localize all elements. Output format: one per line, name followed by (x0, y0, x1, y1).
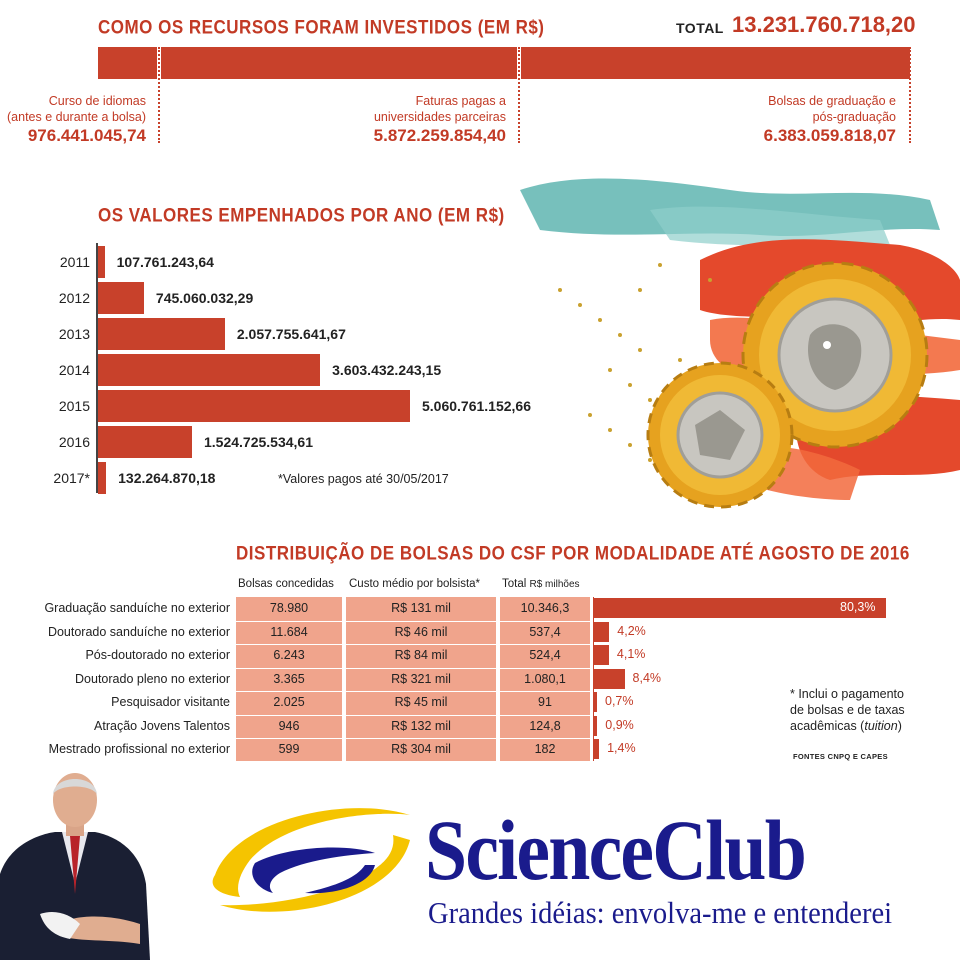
year-bar (98, 354, 320, 386)
cell-bolsas: 6.243 (273, 648, 305, 662)
row-divider (236, 738, 590, 739)
cell-total: 182 (534, 742, 556, 756)
percent-bar (594, 692, 597, 712)
investment-label-1: Faturas pagas a universidades parceiras (373, 94, 506, 124)
year-bar (98, 318, 225, 350)
row-label: Doutorado sanduíche no exterior (47, 624, 230, 639)
row-divider (236, 644, 590, 645)
year-bar (98, 282, 144, 314)
cell-custo: R$ 46 mil (394, 624, 448, 639)
row-label: Pesquisador visitante (111, 695, 230, 709)
cell-custo: R$ 132 mil (391, 718, 451, 733)
yearly-note: *Valores pagos até 30/05/2017 (278, 472, 449, 486)
year-label: 2012 (58, 290, 90, 306)
percent-label: 80,3% (840, 600, 876, 614)
year-bar (98, 462, 106, 494)
science-club-logo-icon (195, 795, 425, 925)
year-label: 2013 (58, 326, 90, 342)
yearly-title: OS VALORES EMPENHADOS POR ANO (EM R$) (98, 204, 505, 226)
year-label: 2017* (53, 470, 90, 486)
investment-bar-0 (98, 47, 157, 79)
year-value-label: 1.524.725.534,61 (204, 434, 313, 450)
cell-total: 10.346,3 (520, 601, 570, 615)
cell-bolsas: 11.684 (270, 624, 308, 639)
cell-total: 124,8 (529, 718, 561, 733)
sources: FONTES CNPQ E CAPES (793, 752, 888, 761)
investment-value-2: 6.383.059.818,07 (763, 126, 896, 145)
cell-bolsas: 3.365 (273, 671, 305, 686)
brand-tagline: Grandes idéias: envolva-me e entenderei (428, 895, 893, 930)
column-header-bolsas: Bolsas concedidas (238, 578, 334, 590)
investment-bar-1 (161, 47, 517, 79)
percent-bar (594, 716, 597, 736)
cell-custo: R$ 84 mil (394, 648, 448, 662)
row-divider (236, 715, 590, 716)
row-label: Doutorado pleno no exterior (75, 671, 230, 686)
investment-divider (909, 47, 911, 143)
percent-label: 4,2% (617, 623, 646, 638)
row-divider (236, 691, 590, 692)
cell-total: 1.080,1 (524, 671, 566, 686)
year-label: 2011 (59, 254, 90, 270)
row-label: Pós-doutorado no exterior (85, 648, 230, 662)
cell-custo: R$ 131 mil (391, 601, 451, 615)
year-value-label: 5.060.761.152,66 (422, 398, 531, 414)
column-header-custo: Custo médio por bolsista* (349, 578, 481, 590)
cell-custo: R$ 304 mil (391, 742, 451, 756)
year-bar (98, 426, 192, 458)
cell-total: 91 (538, 695, 552, 709)
cell-custo: R$ 45 mil (394, 695, 448, 709)
row-label: Graduação sanduíche no exterior (44, 601, 230, 615)
row-label: Atração Jovens Talentos (94, 718, 230, 733)
investment-value-0: 976.441.045,74 (27, 126, 146, 145)
row-divider (236, 621, 590, 622)
total-label: TOTAL (676, 20, 724, 36)
cell-bolsas: 946 (278, 718, 300, 733)
brand-name: ScienceClub (425, 802, 806, 898)
year-value-label: 107.761.243,64 (116, 254, 214, 270)
investment-value-1: 5.872.259.854,40 (373, 126, 506, 145)
investment-divider (158, 47, 160, 143)
percent-bar (594, 645, 609, 665)
year-value-label: 2.057.755.641,67 (236, 326, 346, 342)
distribution-title: DISTRIBUIÇÃO DE BOLSAS DO CSF POR MODALIDADE ATÉ AGOSTO DE 2016 (236, 542, 910, 564)
tuition-note: * Inclui o pagamento de bolsas e de taxas acadêmicas (tuition) (790, 687, 905, 733)
cell-bolsas: 599 (278, 742, 300, 756)
year-label: 2016 (58, 434, 90, 450)
percent-label: 0,9% (605, 717, 634, 732)
cell-bolsas: 78.980 (269, 601, 309, 615)
year-bar (98, 246, 105, 278)
coins-gears-illustration (500, 170, 960, 530)
investments-title: COMO OS RECURSOS FORAM INVESTIDOS (EM R$) (98, 16, 545, 38)
percent-label: 1,4% (607, 741, 636, 755)
investment-bar-2 (521, 47, 910, 79)
row-label: Mestrado profissional no exterior (48, 742, 230, 756)
investment-label-2: Bolsas de graduação e pós-graduação (768, 94, 896, 124)
percent-bar (594, 669, 625, 689)
percent-bar (594, 622, 609, 642)
row-divider (236, 668, 590, 669)
percent-label: 4,1% (616, 647, 646, 661)
year-value-label: 3.603.432.243,15 (332, 362, 442, 378)
investment-divider (518, 47, 520, 143)
cell-total: 537,4 (529, 624, 561, 639)
cell-total: 524,4 (529, 648, 561, 662)
percent-label: 0,7% (605, 694, 634, 708)
percent-bar (594, 739, 599, 759)
cell-custo: R$ 321 mil (391, 671, 451, 686)
total-value: 13.231.760.718,20 (732, 12, 916, 37)
year-value-label: 132.264.870,18 (118, 470, 216, 486)
presenter-photo (0, 764, 150, 960)
column-header-total: Total R$ milhões (502, 578, 580, 590)
year-label: 2014 (58, 362, 90, 378)
year-bar (98, 390, 410, 422)
percent-label: 8,4% (632, 670, 662, 685)
cell-bolsas: 2.025 (273, 695, 305, 709)
year-label: 2015 (58, 398, 90, 414)
investment-label-0: Curso de idiomas (antes e durante a bolsa) (7, 94, 146, 124)
year-value-label: 745.060.032,29 (155, 290, 254, 306)
